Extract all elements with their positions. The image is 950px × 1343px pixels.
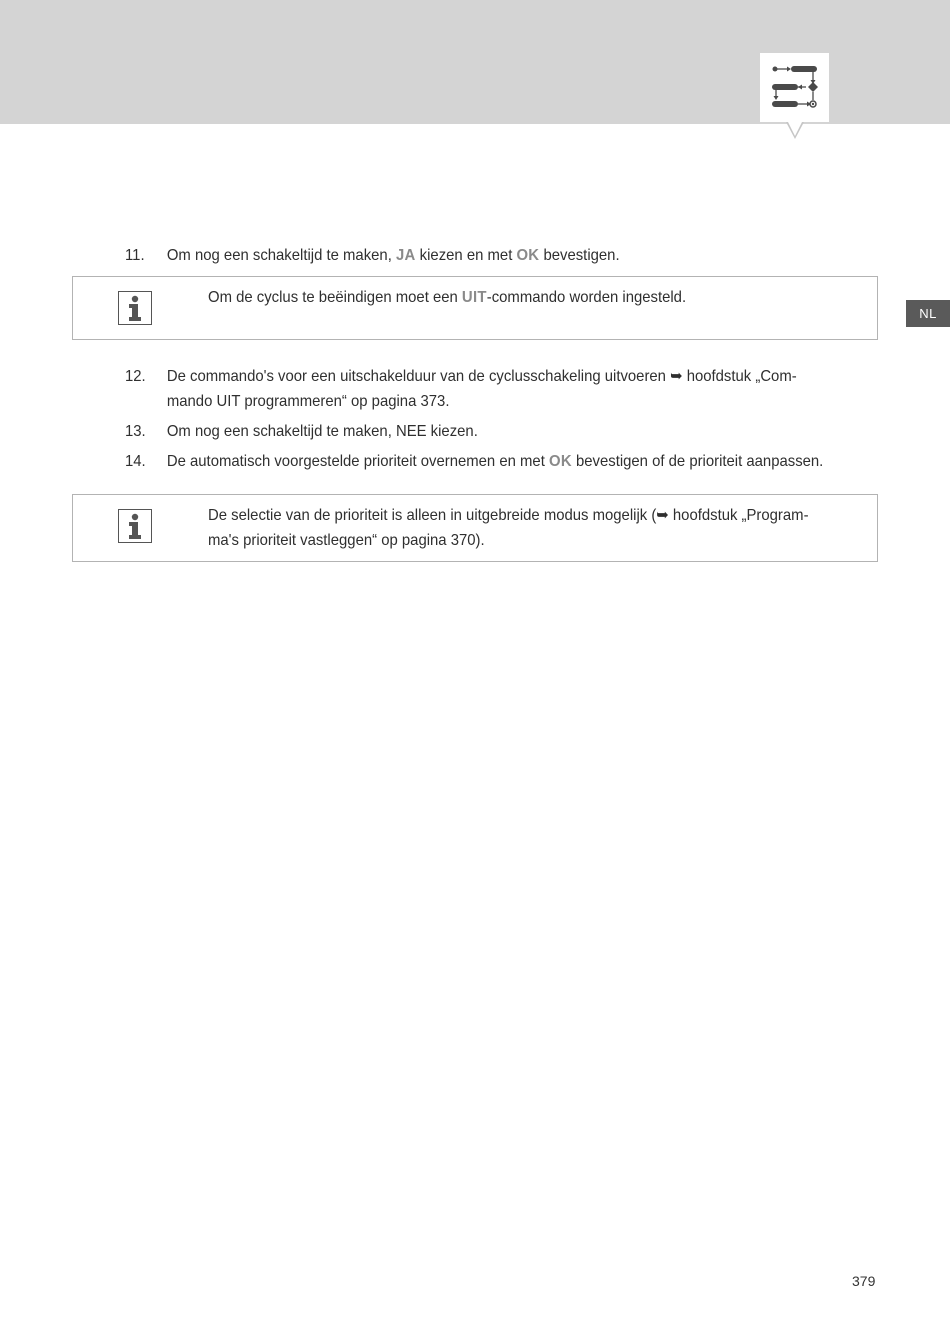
step-number: 14. [125,453,146,470]
language-tab[interactable]: NL [906,300,950,327]
step-text: De commando's voor een uitschakelduur van de cyclusschakeling uitvoeren ➥ hoofdstuk „Com- mando UIT programmeren“ op pagina 373. [166,368,797,410]
cross-reference-arrow-icon: ➥ [670,368,683,385]
step-text: Om nog een schakeltijd te maken, JA kiezen en met OK bevestigen. [166,247,620,264]
process-flow-icon [760,53,829,122]
note-text: De selectie van de prioriteit is alleen in uitgebreide modus mogelijk (➥ hoofdstuk „Program- ma's prioriteit vastleggen“ op pagina 370). [208,507,809,549]
note-text: Om de cyclus te beëindigen moet een UIT-commando worden ingesteld. [208,289,687,306]
keyword-ok: OK [548,453,572,470]
keyword-ok: OK [516,247,540,264]
cross-reference-arrow-icon: ➥ [656,507,669,524]
keyword-uit: UIT [461,289,487,306]
keyword-ja: JA [395,247,416,264]
step-text: Om nog een schakeltijd te maken, NEE kiezen. [166,423,478,440]
info-note [72,494,878,562]
step-number: 13. [125,423,146,440]
info-icon [118,291,152,325]
info-note [72,276,878,340]
page-number: 379 [852,1273,876,1289]
step-text: De automatisch voorgestelde prioriteit overnemen en met OK bevestigen of de prioriteit aanpassen. [166,453,824,470]
step-number: 12. [125,368,146,385]
info-icon [118,509,152,543]
step-number: 11. [125,247,145,264]
chapter-tab [760,53,829,122]
